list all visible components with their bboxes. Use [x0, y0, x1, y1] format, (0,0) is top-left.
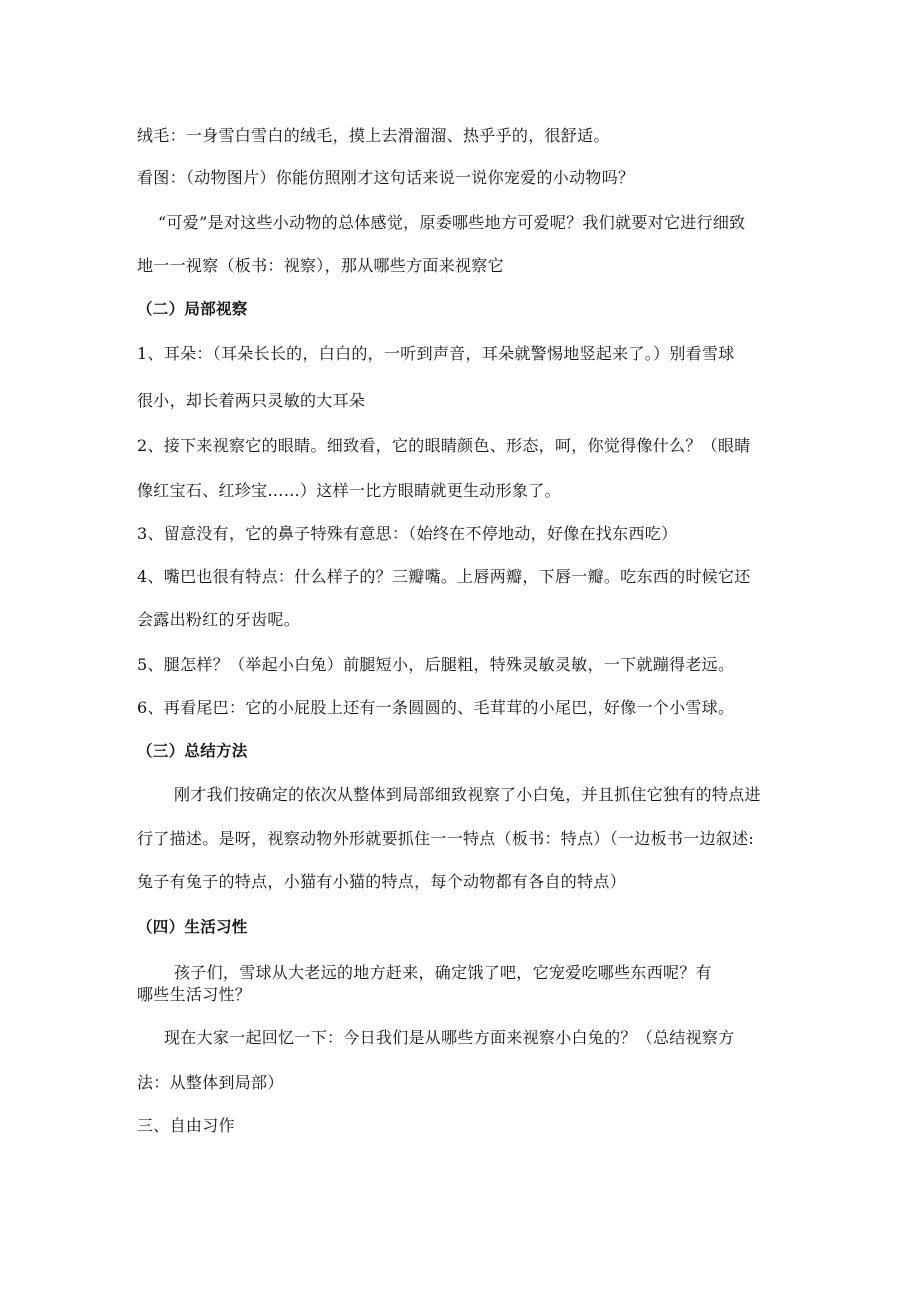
text-line: 很小，却长着两只灵敏的大耳朵: [137, 391, 366, 410]
text-line: 1、耳朵：（耳朵长长的，白白的，一听到声音，耳朵就警惕地竖起来了。）别看雪球: [137, 344, 735, 363]
text-line: “可爱”是对这些小动物的总体感觉，原委哪些地方可爱呢？我们就要对它进行细致: [158, 213, 746, 232]
text-line: 现在大家一起回忆一下：今日我们是从哪些方面来视察小白兔的？（总结视察方: [164, 1028, 735, 1047]
text-line: 哪些生活习性？: [137, 985, 252, 1004]
text-line: 看图：（动物图片）你能仿照刚才这句话来说一说你宠爱的小动物吗？: [137, 168, 635, 187]
section-heading: （二）局部视察: [137, 300, 248, 318]
text-line: 刚才我们按确定的依次从整体到局部细致视察了小白兔，并且抓住它独有的特点进: [174, 785, 761, 804]
text-line: 6、再看尾巴：它的小屁股上还有一条圆圆的、毛茸茸的小尾巴，好像一个小雪球。: [137, 698, 735, 717]
text-line: 法：从整体到局部）: [137, 1073, 284, 1092]
section-heading: （三）总结方法: [137, 742, 248, 760]
text-line: 5、腿怎样？（举起小白兔）前腿短小，后腿粗，特殊灵敏灵敏，一下就蹦得老远。: [137, 655, 735, 674]
section-heading: （四）生活习性: [137, 918, 248, 936]
text-line: 三、自由习作: [137, 1116, 235, 1135]
text-line: 绒毛：一身雪白雪白的绒毛，摸上去滑溜溜、热乎乎的，很舒适。: [137, 126, 610, 145]
text-line: 3、留意没有，它的鼻子特殊有意思：（始终在不停地动，好像在找东西吃）: [137, 524, 678, 543]
text-line: 孩子们，雪球从大老远的地方赶来，确定饿了吧，它宠爱吃哪些东西呢？有: [174, 963, 712, 982]
text-line: 2、接下来视察它的眼睛。细致看，它的眼睛颜色、形态，呵，你觉得像什么？（眼睛: [137, 436, 751, 455]
text-line: 像红宝石、红珍宝……）这样一比方眼睛就更生动形象了。: [137, 481, 561, 500]
text-line: 会露出粉红的牙齿呢。: [137, 610, 301, 629]
text-line: 地一一视察（板书：视察），那从哪些方面来视察它: [137, 256, 504, 275]
text-line: 兔子有兔子的特点，小猫有小猫的特点，每个动物都有各自的特点）: [137, 872, 627, 891]
text-line: 行了描述。是呀，视察动物外形就要抓住一一特点（板书：特点）（一边板书一边叙述:: [137, 829, 755, 848]
text-line: 4、嘴巴也很有特点：什么样子的？三瓣嘴。上唇两瓣，下唇一瓣。吃东西的时候它还: [137, 567, 751, 586]
